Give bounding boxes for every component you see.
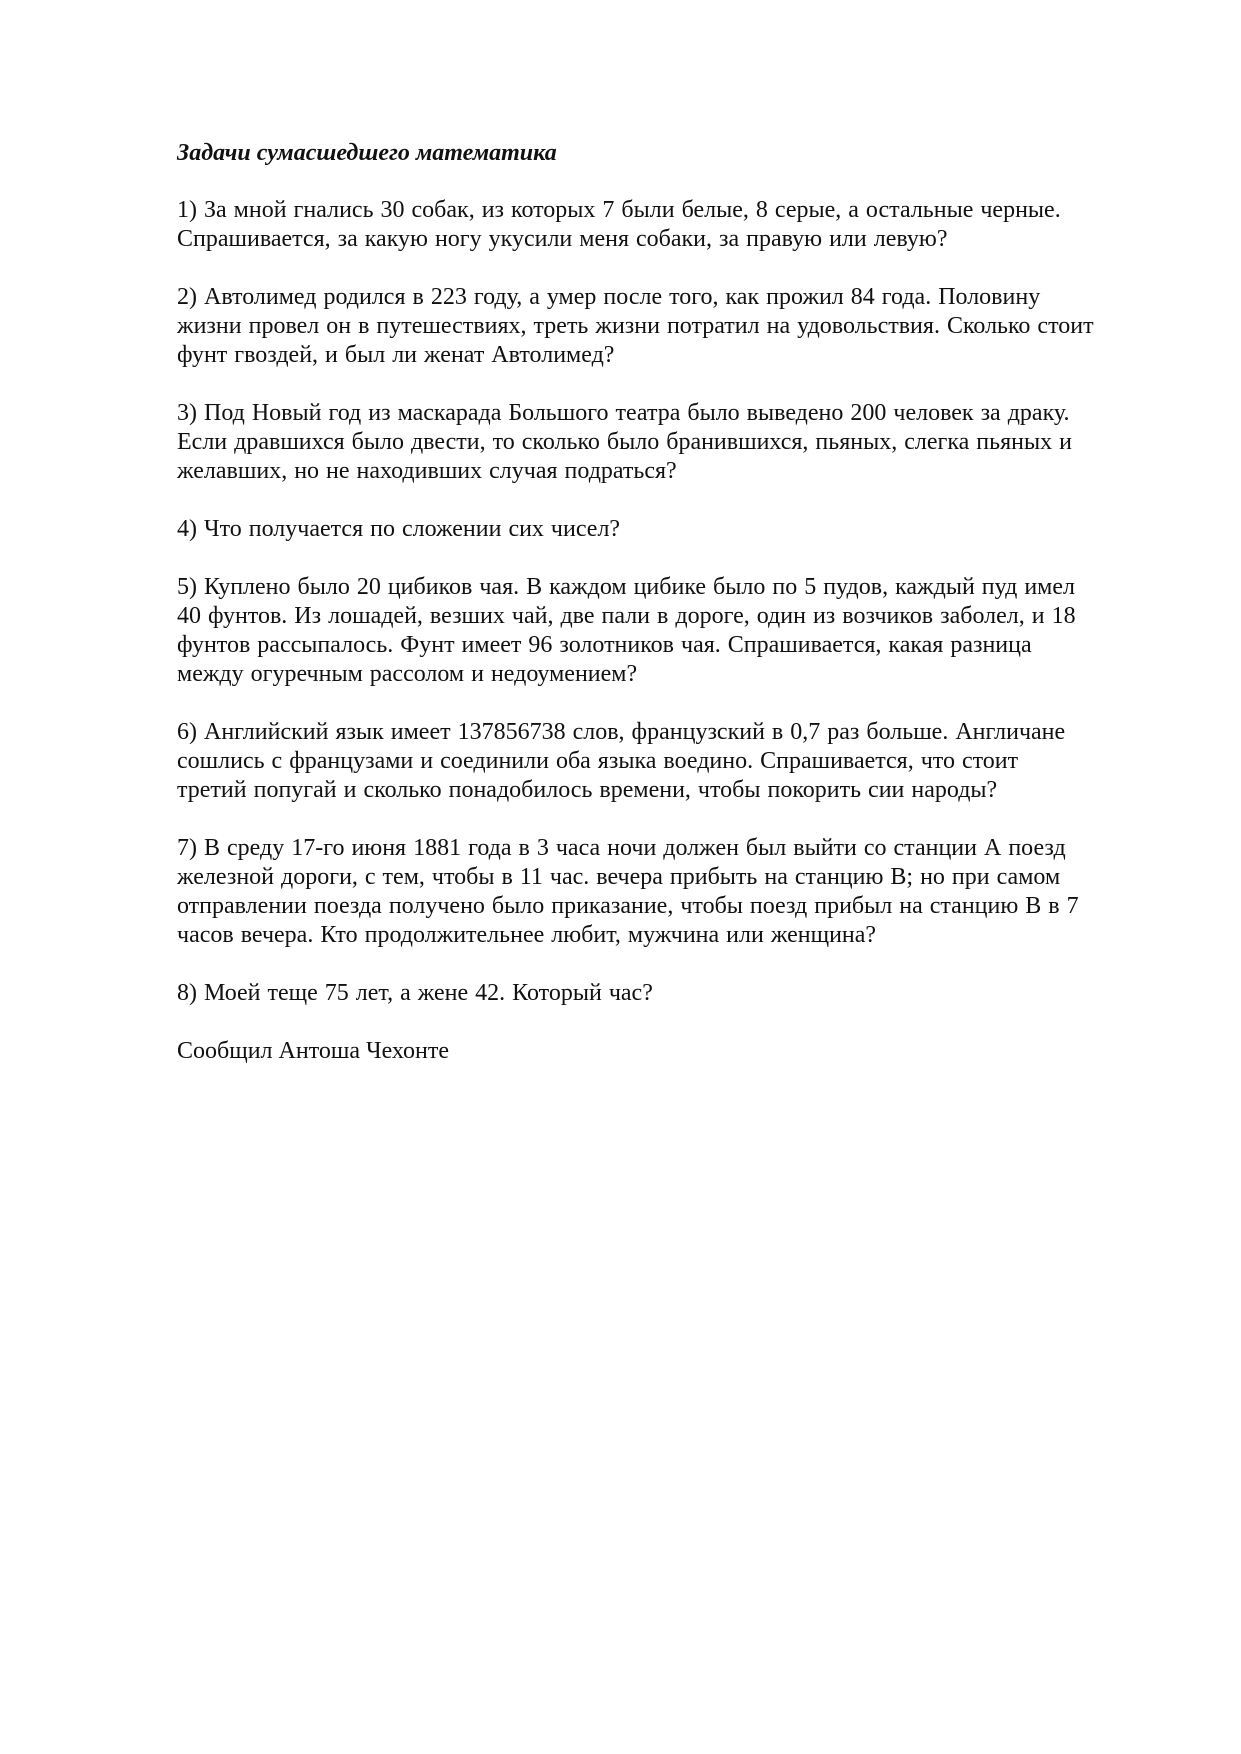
document-title: Задачи сумасшедшего математика — [177, 140, 557, 166]
document-content — [177, 139, 1167, 1066]
problem-line: 4) Что получается по сложении сих чисел? — [177, 516, 621, 542]
problem-1 — [177, 196, 1167, 254]
problem-line: сошлись с французами и соединили оба языка воедино. Спрашивается, что стоит — [177, 748, 1019, 774]
problem-3 — [177, 399, 1167, 486]
problem-line: 3) Под Новый год из маскарада Большого театра было выведено 200 человек за драку. — [177, 400, 1070, 426]
problem-7 — [177, 834, 1167, 950]
problem-line: 5) Куплено было 20 цибиков чая. В каждом цибике было по 5 пудов, каждый пуд имел — [177, 574, 1075, 600]
problem-line: между огуречным рассолом и недоумением? — [177, 661, 638, 687]
problem-line: 2) Автолимед родился в 223 году, а умер после того, как прожил 84 года. Половину — [177, 284, 1041, 310]
problem-2 — [177, 283, 1167, 370]
problem-line: фунтов рассыпалось. Фунт имеет 96 золотников чая. Спрашивается, какая разница — [177, 632, 1032, 658]
problem-line: 6) Английский язык имеет 137856738 слов, французский в 0,7 раз больше. Англичане — [177, 719, 1066, 745]
problem-line: 40 фунтов. Из лошадей, везших чай, две пали в дороге, один из возчиков заболел, и 18 — [177, 603, 1076, 629]
problem-line: жизни провел он в путешествиях, треть жизни потратил на удовольствия. Сколько стоит — [177, 313, 1094, 339]
signature: Сообщил Антоша Чехонте — [177, 1038, 450, 1064]
problem-line: 7) В среду 17-го июня 1881 года в 3 часа ночи должен был выйти со станции А поезд — [177, 835, 1066, 861]
problem-line: часов вечера. Кто продолжительнее любит, мужчина или женщина? — [177, 922, 877, 948]
problem-line: фунт гвоздей, и был ли женат Автолимед? — [177, 342, 615, 368]
problem-line: 1) За мной гнались 30 собак, из которых 7 были белые, 8 серые, а остальные черные. — [177, 197, 1061, 223]
problem-5 — [177, 573, 1167, 689]
problem-line: железной дороги, с тем, чтобы в 11 час. вечера прибыть на станцию В; но при самом — [177, 864, 1061, 890]
problem-line: желавших, но не находивших случая подраться? — [177, 458, 677, 484]
problem-line: 8) Моей теще 75 лет, а жене 42. Который час? — [177, 980, 653, 1006]
problem-6 — [177, 718, 1167, 805]
problem-line: третий попугай и сколько понадобилось времени, чтобы покорить сии народы? — [177, 777, 998, 803]
problem-4 — [177, 515, 1167, 544]
problem-line: Спрашивается, за какую ногу укусили меня собаки, за правую или левую? — [177, 226, 948, 252]
problem-line: Если дравшихся было двести, то сколько было бранившихся, пьяных, слегка пьяных и — [177, 429, 1072, 455]
problem-line: отправлении поезда получено было приказание, чтобы поезд прибыл на станцию В в 7 — [177, 893, 1079, 919]
problem-8 — [177, 979, 1167, 1008]
